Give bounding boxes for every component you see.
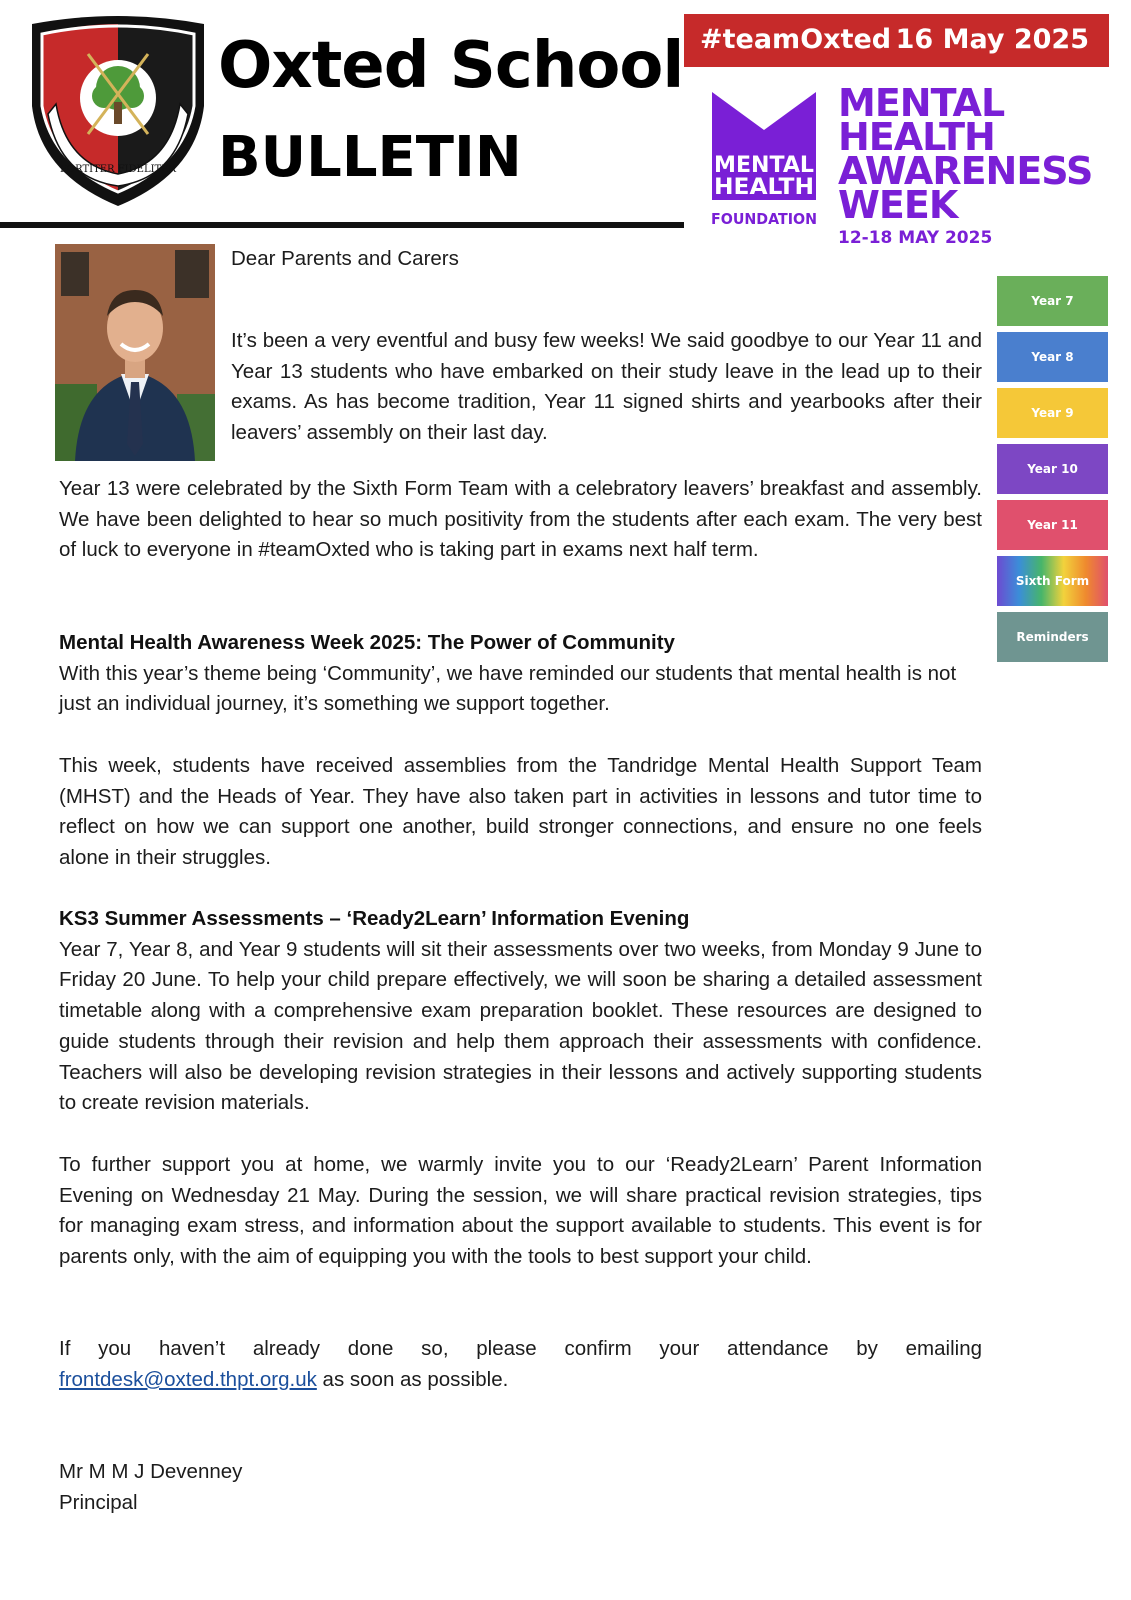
ks3-paragraph-2: To further support you at home, we warmly invite you to our ‘Ready2Learn’ Parent Information Evening on Wednesday 21 May. During the session, we will share practical revision strategies, tips for managing exam stress, and information about the support available to students. This event is for parents only, with the aim of equipping you with the tools to best support your child. [59,1153,982,1269]
intro-paragraph-1: It’s been a very eventful and busy few weeks! We said goodbye to our Year 11 and Year 13 students who have embarked on their study leave in the lead up to their exams. As has become tradition, Year 11 signed shirts and yearbooks after their leavers’ assembly on their last day. [231,329,982,445]
tab-year-7[interactable]: Year 7 [997,276,1108,326]
mental-health-foundation-logo [708,88,820,228]
mhaw-section [59,628,982,720]
foundation-line3: FOUNDATION [711,210,817,228]
mhaw-paragraph-1: With this year’s theme being ‘Community’, we have reminded our students that mental health is not just an individual journey, it’s something we support together. [59,661,957,716]
tab-year-8[interactable]: Year 8 [997,332,1108,382]
mhaw-heading: Mental Health Awareness Week 2025: The Power of Community [59,631,675,654]
crest-motto: FORTITER FIDELITER [59,164,177,175]
mhaw-line4: WEEK [838,183,958,227]
bulletin-date: 16 May 2025 [895,24,1089,55]
rsvp-text-end: as soon as possible. [316,1367,509,1391]
mhaw-line1: MENTAL [838,81,1005,125]
foundation-line2: HEALTH [714,175,814,200]
frontdesk-email-link[interactable]: frontdesk@oxted.thpt.org.uk [59,1367,317,1391]
ks3-paragraph-1: Year 7, Year 8, and Year 9 students will sit their assessments over two weeks, from Monday 9 June to Friday 20 June. To help your child prepare effectively, we will soon be sharing a detailed assessment timetable along with a comprehensive exam preparation booklet. These resources are designed to guide students through their revision and help them approach their assessments with confidence. Teachers will also be developing revision strategies in their lessons and actively supporting students to create revision materials. [59,937,982,1115]
rsvp-text: If you haven’t already done so, please confirm your attendance by emailing [59,1337,982,1360]
mhaw-wordmark [838,81,1093,248]
rsvp-paragraph [59,1334,982,1395]
mhaw-dates: 12-18 MAY 2025 [838,228,993,248]
ks3-heading: KS3 Summer Assessments – ‘Ready2Learn’ Information Evening [59,907,690,930]
bulletin-title: BULLETIN [218,125,522,190]
school-crest-logo [26,14,210,210]
header-divider [0,222,684,228]
ks3-section [59,904,982,1119]
mhaw-line3: AWARENESS [838,149,1093,193]
signoff-name: Mr M M J Devenney [59,1460,243,1483]
foundation-line1: MENTAL [714,153,814,178]
header-banner [684,14,1109,67]
signoff-title: Principal [59,1490,138,1514]
signoff [59,1457,242,1518]
school-name: Oxted School [218,29,684,103]
tab-sixth-form[interactable]: Sixth Form [997,556,1108,606]
tab-year-9[interactable]: Year 9 [997,388,1108,438]
year-group-tabs [997,276,1108,668]
tab-year-11[interactable]: Year 11 [997,500,1108,550]
principal-photo [55,244,215,461]
mhaw-paragraph-2: This week, students have received assemblies from the Tandridge Mental Health Support Team (MHST) and the Heads of Year. They have also taken part in activities in lessons and tutor time to reflect on how we can support one another, build stronger connections, and ensure no one feels alone in their struggles. [59,754,982,870]
mhaw-line2: HEALTH [838,115,995,159]
letter-greeting: Dear Parents and Carers [231,247,459,270]
tab-year-10[interactable]: Year 10 [997,444,1108,494]
tab-reminders[interactable]: Reminders [997,612,1108,662]
hashtag: #teamOxted [700,24,892,55]
intro-paragraph-2: Year 13 were celebrated by the Sixth Form Team with a celebratory leavers’ breakfast and assembly. We have been delighted to hear so much positivity from the students after each exam. The very best of luck to everyone in #teamOxted who is taking part in exams next half term. [59,477,982,562]
